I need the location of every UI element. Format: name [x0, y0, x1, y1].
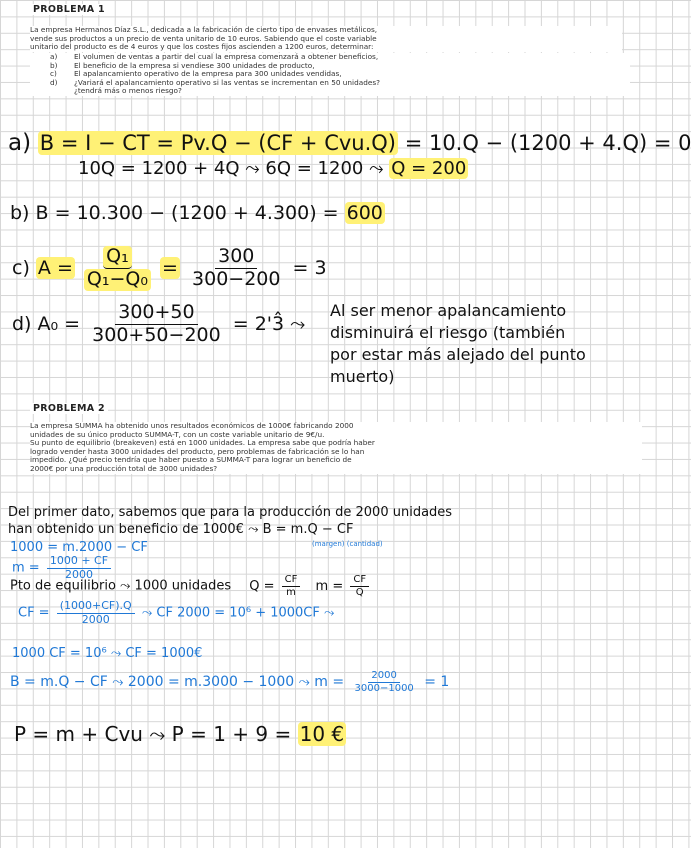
- result: = 3: [292, 256, 327, 279]
- statement-line: La empresa Hermanos Díaz S.L., dedicada a la fabricación de cierto tipo de envases metálicos,: [30, 25, 378, 34]
- question-label: c): [50, 69, 57, 79]
- part-a-label: a): [8, 130, 32, 156]
- fraction-denominator: 3000−1000: [354, 682, 414, 694]
- fraction-numerator: 300+50: [115, 302, 197, 325]
- statement-line: impedido. ¿Qué precio tendría que haber puesto a SUMMA-T para lograr un beneficio de: [30, 455, 352, 465]
- p2-cf-result: 1000 CF = 10⁶ ⤳ CF = 1000€: [12, 646, 203, 661]
- fraction-denominator: 300+50−200: [92, 323, 221, 346]
- fraction-denominator: 2000: [64, 567, 93, 581]
- equation: B = m.Q − CF ⤳ 2000 = m.3000 − 1000 ⤳ m =: [10, 674, 345, 690]
- solution-a-line2: [78, 158, 468, 179]
- problem1-statement: [30, 26, 622, 52]
- fraction-numerator: 300: [215, 246, 257, 269]
- problem1-questions: [30, 53, 630, 96]
- p2-cf-eq: [18, 600, 334, 626]
- fraction-denominator: Q: [355, 586, 364, 598]
- lhs: Q =: [249, 578, 275, 594]
- statement-line: La empresa SUMMA ha obtenido unos resultados económicos de 1000€ fabricando 2000: [30, 421, 354, 430]
- equals-sign: =: [162, 256, 178, 279]
- lhs: m =: [12, 560, 40, 576]
- solution-a-line1: [8, 130, 691, 156]
- question-label: a): [50, 52, 58, 61]
- fraction-numerator: 2000: [368, 670, 399, 683]
- p2-breakeven: [10, 574, 372, 598]
- solution-c: [12, 246, 327, 291]
- question-label: [30, 87, 74, 96]
- p2-intro-line1: Del primer dato, sabemos que para la producción de 2000 unidades: [8, 505, 453, 520]
- question-text: ¿Variará el apalancamiento operativo si las ventas se incrementan en 50 unidades?: [74, 77, 380, 87]
- fraction-numerator: 1000 + CF: [47, 555, 111, 569]
- fraction-denominator: 300−200: [192, 267, 281, 290]
- part-d-label: d): [12, 312, 32, 335]
- fraction: [352, 670, 417, 694]
- part-b-label: b): [10, 202, 30, 224]
- fraction-denominator: 2000: [81, 612, 110, 626]
- equation: P = m + Cvu ⤳ P = 1 + 9 =: [14, 722, 292, 746]
- comment-line: Al ser menor apalancamiento: [330, 301, 567, 320]
- problem1-title: PROBLEMA 1: [30, 4, 108, 15]
- formula-highlight: B = I − CT = Pv.Q − (CF + Cvu.Q): [39, 131, 396, 155]
- p2-eq1: 1000 = m.2000 − CF: [10, 540, 148, 555]
- question-label: b): [50, 60, 58, 70]
- p2-note: (margen) (cantidad): [312, 540, 383, 548]
- p2-b-eq: [10, 670, 449, 694]
- result: = 1: [424, 674, 450, 690]
- rhs: ⤳ CF 2000 = 10⁶ + 1000CF ⤳: [141, 605, 335, 621]
- statement-line: Su punto de equilibrio (breakeven) está en 1000 unidades. La empresa sabe que podría haber: [30, 438, 375, 448]
- question-text: El volumen de ventas a partir del cual la empresa comenzará a obtener beneficios,: [74, 52, 379, 61]
- statement-line: vende sus productos a un precio de venta unitario de 10 euros. Sabiendo que el coste variable: [30, 33, 377, 43]
- fraction: [89, 302, 224, 347]
- statement-line: 2000€ por una producción total de 3000 unidades?: [30, 463, 218, 473]
- question-label: d): [50, 77, 58, 87]
- statement-line: unidades de su único producto SUMMA-T, con un coste variable unitario de 9€/u.: [30, 429, 325, 439]
- lhs-highlight: A =: [37, 256, 73, 279]
- answer-highlight: 10 €: [299, 722, 345, 746]
- lhs: CF =: [18, 605, 50, 621]
- fraction-numerator: Q₁: [103, 246, 132, 269]
- p2-price: [14, 722, 346, 746]
- fraction: [350, 574, 369, 598]
- question-text: El apalancamiento operativo de la empresa para 300 unidades vendidas,: [74, 69, 342, 79]
- fraction-numerator: CF: [282, 574, 301, 587]
- solution-d-comment: [330, 300, 586, 388]
- statement-line: unitario del producto es de 4 euros y que los costes fijos ascienden a 1200 euros, determinar:: [30, 42, 374, 52]
- question-text: El beneficio de la empresa si vendiese 300 unidades de producto,: [74, 60, 315, 70]
- question-text: ¿tendrá más o menos riesgo?: [74, 86, 182, 96]
- breakeven-text: Pto de equilibrio ⤳ 1000 unidades: [10, 578, 232, 594]
- p2-intro-line2: han obtenido un beneficio de 1000€ ⤳ B = m.Q − CF: [8, 522, 354, 537]
- fraction-numerator: CF: [350, 574, 369, 587]
- solution-d: [12, 302, 305, 347]
- equation: B = 10.300 − (1200 + 4.300) =: [35, 202, 339, 224]
- result: = 2'3̂ ⤳: [232, 312, 306, 335]
- fraction: [57, 600, 135, 626]
- problem2-title: PROBLEMA 2: [30, 403, 108, 414]
- answer-highlight: Q = 200: [391, 158, 467, 179]
- fraction: [84, 246, 151, 291]
- fraction-numerator: (1000+CF).Q: [57, 600, 135, 614]
- question-item: [30, 87, 630, 96]
- answer-highlight: 600: [346, 202, 383, 224]
- lhs: m =: [315, 578, 344, 594]
- statement-line: logrado vender hasta 3000 unidades del producto, pero problemas de fabricación se lo han: [30, 446, 365, 456]
- part-c-label: c): [12, 256, 30, 279]
- fraction: [282, 574, 301, 598]
- comment-line: por estar más alejado del punto: [330, 345, 586, 364]
- fraction: [189, 246, 283, 291]
- equation: 10Q = 1200 + 4Q ⤳ 6Q = 1200 ⤳: [78, 158, 384, 179]
- fraction-denominator: Q₁−Q₀: [84, 269, 151, 291]
- comment-line: disminuirá el riesgo (también: [330, 323, 566, 342]
- formula-rest: = 10.Q − (1200 + 4.Q) = 0: [404, 131, 691, 155]
- fraction-denominator: m: [286, 586, 296, 598]
- solution-b: [10, 202, 385, 224]
- lhs: A₀ =: [37, 312, 81, 335]
- problem2-statement: [30, 422, 642, 474]
- comment-line: muerto): [330, 367, 395, 386]
